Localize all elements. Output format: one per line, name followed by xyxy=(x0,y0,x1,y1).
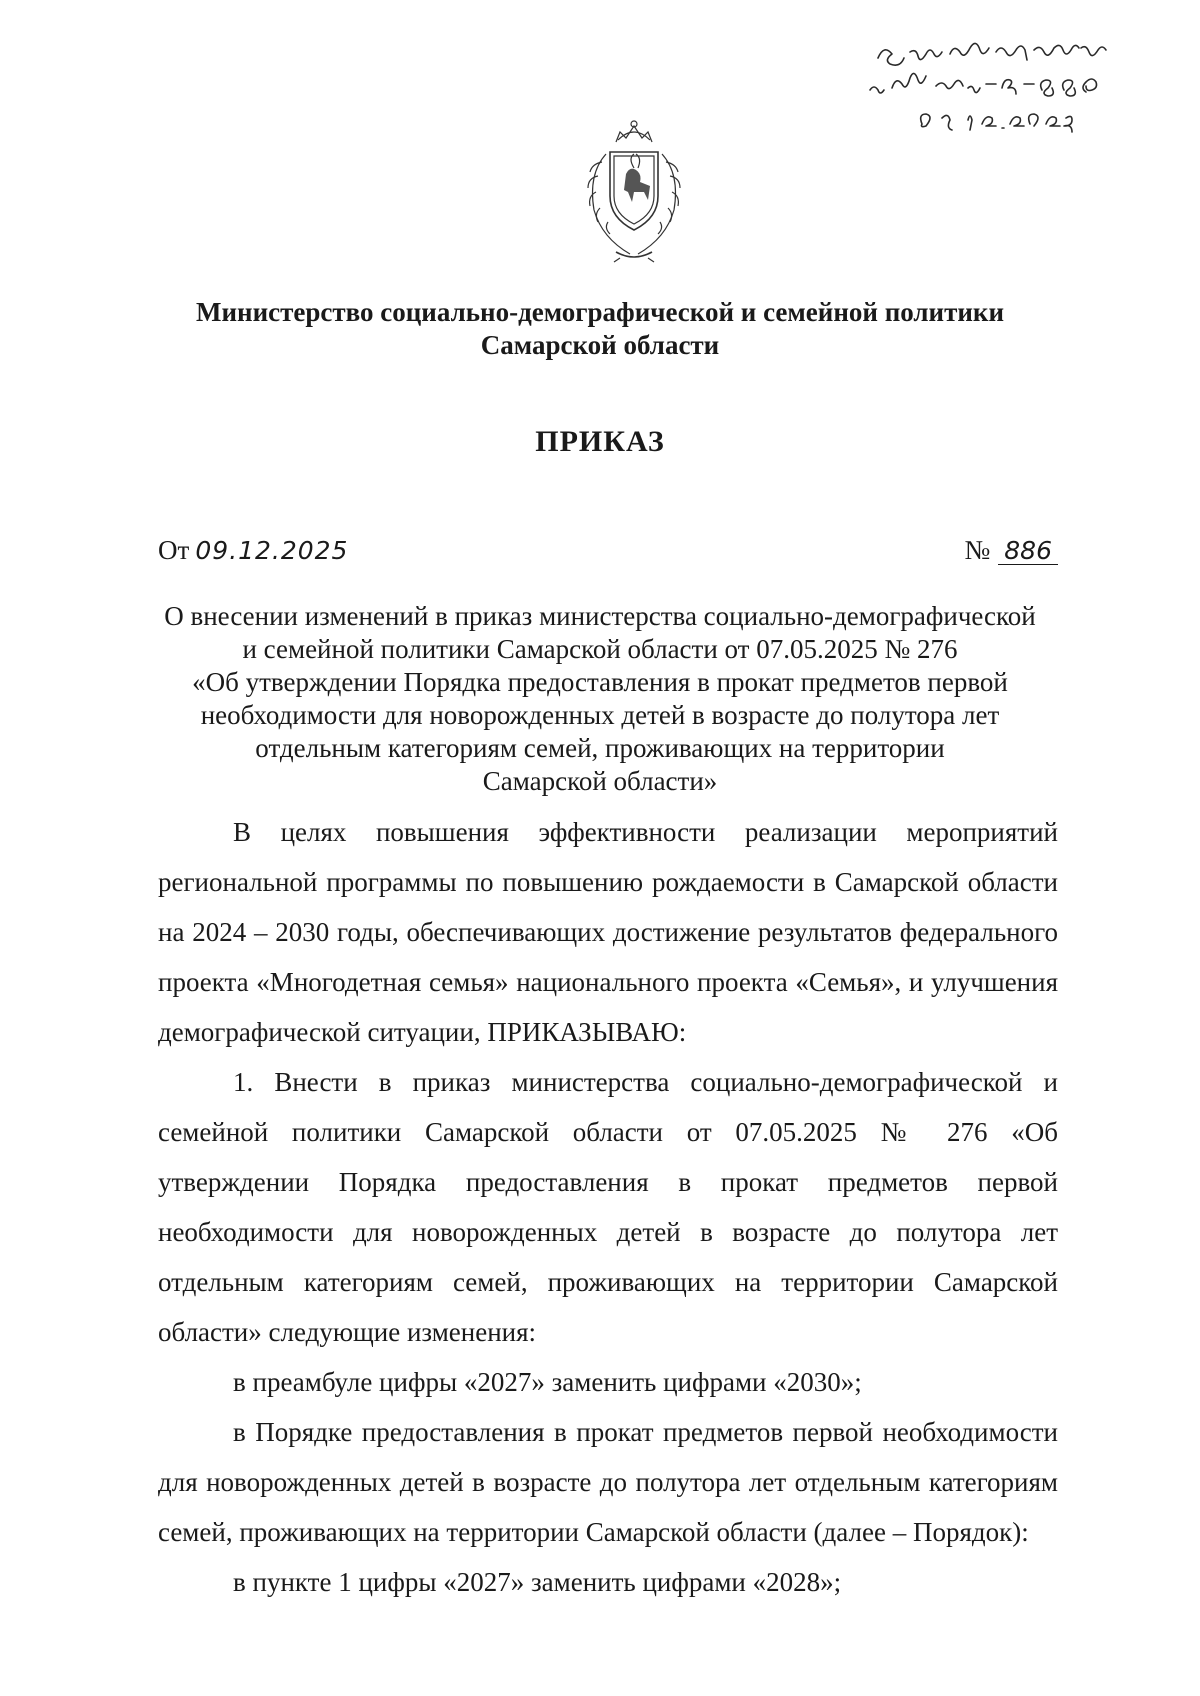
order-subject xyxy=(120,600,1080,798)
subject-line: «Об утверждении Порядка предоставления в прокат предметов первой xyxy=(192,667,1008,697)
number-handwritten-value: 886 xyxy=(998,538,1058,565)
ministry-name-line1: Министерство социально-демографической и семейной политики xyxy=(195,297,1005,327)
amendment-preamble-paragraph: в преамбуле цифры «2027» заменить цифрами «2030»; xyxy=(233,1367,862,1397)
order-body xyxy=(158,807,1058,1607)
document-number xyxy=(965,535,1058,566)
number-prefix: № xyxy=(964,535,991,565)
subject-line: Самарской области» xyxy=(482,766,718,796)
date-number-row xyxy=(158,535,1058,575)
clause-1-paragraph: 1. Внести в приказ министерства социально-демографической и семейной политики Самарской области от 07.05.2025 № 276 «Об утверждении Порядка предоставления в прокат предметов первой необходимости для новорожденных детей в возрасте до полутора лет отдельным категориям семей, проживающих на территории Самарской области» следующие изменения: xyxy=(158,1067,1058,1347)
date-prefix: От xyxy=(158,535,190,565)
ministry-heading xyxy=(100,296,1100,362)
handwriting-signature-icon xyxy=(858,28,1158,138)
subject-line: необходимости для новорожденных детей в возрасте до полутора лет xyxy=(200,700,1000,730)
document-date xyxy=(158,535,348,566)
date-handwritten-value: 09.12.2025 xyxy=(195,536,349,565)
subject-line: О внесении изменений в приказ министерства социально-демографической xyxy=(164,601,1036,631)
amendment-procedure-paragraph: в Порядке предоставления в прокат предметов первой необходимости для новорожденных детей в возрасте до полутора лет отдельным категориям семей, проживающих на территории Самарской области (далее – Порядок): xyxy=(158,1417,1058,1547)
amendment-point-1-paragraph: в пункте 1 цифры «2027» заменить цифрами «2028»; xyxy=(233,1567,842,1597)
preamble-paragraph: В целях повышения эффективности реализации мероприятий региональной программы по повышению рождаемости в Самарской области на 2024 – 2030 годы, обеспечивающих достижение результатов федерального проекта «Многодетная семья» национального проекта «Семья», и улучшения демографической ситуации, ПРИКАЗЫВАЮ: xyxy=(158,817,1058,1047)
subject-line: отдельным категориям семей, проживающих на территории xyxy=(255,733,945,763)
subject-line: и семейной политики Самарской области от 07.05.2025 № 276 xyxy=(242,634,958,664)
coat-of-arms-icon xyxy=(566,118,702,264)
handwritten-registration-note xyxy=(858,28,1158,138)
ministry-name-line2: Самарской области xyxy=(480,330,720,360)
document-type-title: ПРИКАЗ xyxy=(535,425,665,458)
